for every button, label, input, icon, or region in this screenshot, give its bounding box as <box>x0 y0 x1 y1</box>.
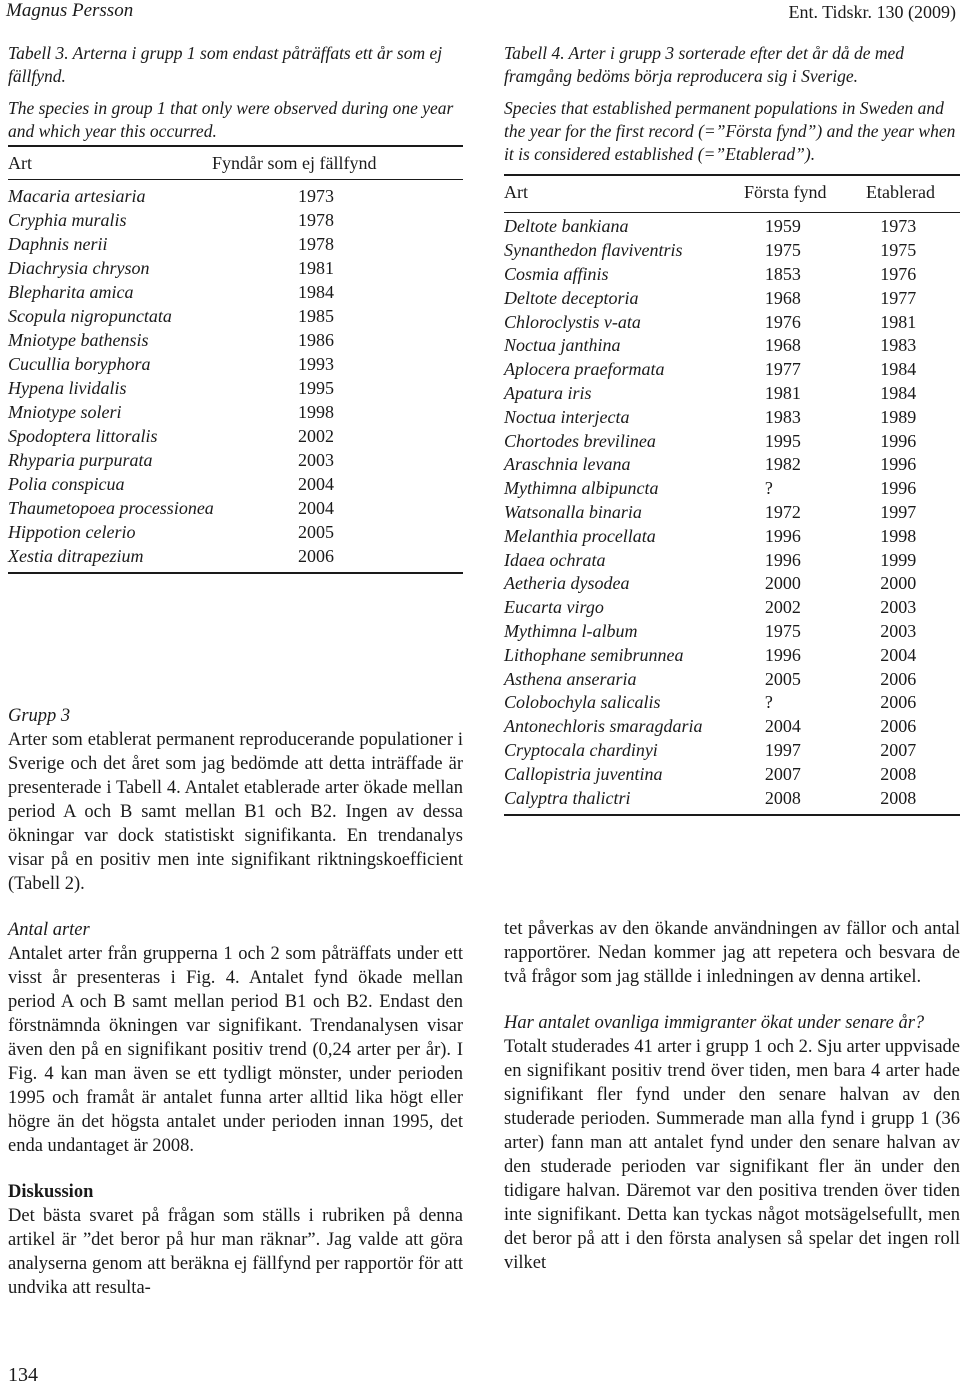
year-cell: 2002 <box>298 425 334 446</box>
question-heading: Har antalet ovanliga immigranter ökat under senare år? <box>504 1013 925 1033</box>
table-row <box>8 400 358 424</box>
species-cell: Watsonalla binaria <box>504 501 642 522</box>
first-record-cell: 1959 <box>764 216 801 237</box>
continuation-paragraph: tet påverkas av den ökande användningen av fällor och antal rapportörer. Nedan kommer jag att repetera och besvara de två frågor som jag ställde i inledningen av denna artikel. <box>504 919 960 987</box>
species-cell: Lithophane semibrunnea <box>504 644 684 665</box>
table3-header-rule <box>8 179 463 180</box>
first-record-cell: 1968 <box>764 287 801 308</box>
species-cell: Synanthedon flaviventris <box>504 240 683 261</box>
table3-caption-sv: Tabell 3. Arterna i grupp 1 som endast påträffats ett år som ej fällfynd. <box>8 43 443 86</box>
species-cell: Deltote bankiana <box>504 216 629 237</box>
first-record-cell: 2004 <box>764 716 801 737</box>
established-cell: 2000 <box>880 573 917 594</box>
species-cell: Mniotype bathensis <box>8 329 149 350</box>
first-record-cell: 1981 <box>764 382 801 403</box>
table-row <box>504 501 960 525</box>
year-cell: 1978 <box>298 233 334 254</box>
diskussion-heading: Diskussion <box>8 1182 94 1202</box>
table-row <box>504 239 960 263</box>
year-cell: 1995 <box>298 377 334 398</box>
running-header-author: Magnus Persson <box>6 0 134 21</box>
first-record-cell: 1972 <box>764 501 801 522</box>
first-record-cell: 1977 <box>764 359 801 380</box>
species-cell: Noctua janthina <box>504 335 621 356</box>
first-record-cell: 1982 <box>764 454 801 475</box>
first-record-cell: 2007 <box>764 763 801 784</box>
right-body <box>504 917 960 1275</box>
species-cell: Diachrysia chryson <box>8 257 150 278</box>
table4-caption-en: Species that established permanent populations in Sweden and the year for the first record (=”Första fynd”) and the year when it is considered established (=”Etablerad”). <box>504 98 956 164</box>
first-record-cell: 2002 <box>764 597 801 618</box>
first-record-cell: 1975 <box>764 620 801 641</box>
year-cell: 1998 <box>298 401 334 422</box>
species-cell: Antonechloris smaragdaria <box>504 716 703 737</box>
first-record-cell: 1975 <box>764 240 801 261</box>
running-header-journal: Ent. Tidskr. 130 (2009) <box>788 2 956 22</box>
table-row <box>8 280 358 304</box>
year-cell: 1981 <box>298 257 334 278</box>
established-cell: 1998 <box>880 525 917 546</box>
table-row <box>504 572 960 596</box>
table-row <box>504 762 960 786</box>
table-row <box>504 524 960 548</box>
established-cell: 2006 <box>880 716 917 737</box>
table4 <box>504 215 960 810</box>
species-cell: Scopula nigropunctata <box>8 305 172 326</box>
table-row <box>504 215 960 239</box>
species-cell: Cryphia muralis <box>8 209 127 230</box>
species-cell: Xestia ditrapezium <box>8 545 144 566</box>
table-row <box>504 739 960 763</box>
established-cell: 1975 <box>880 240 917 261</box>
table-row <box>504 691 960 715</box>
species-cell: Melanthia procellata <box>504 525 656 546</box>
species-cell: Idaea ochrata <box>504 549 606 570</box>
year-cell: 1986 <box>298 329 334 350</box>
table3-block <box>8 42 463 574</box>
grupp3-heading: Grupp 3 <box>8 706 71 726</box>
species-cell: Colobochyla salicalis <box>504 692 661 713</box>
first-record-cell: 1996 <box>764 549 801 570</box>
question-paragraph: Totalt studerades 41 arter i grupp 1 och 2. Sju arter uppvisade en signifikant positiv trend över tiden, men bara 4 arter hade signifikant fler fynd under den senare halvan av den studerade perioden. Summerade man alla fynd i grupp 1 (36 arter) fann man att antalet fynd under den senare halvan av den studerade perioden var signifikant fler än under den tidigare halvan. Däremot var den positiva trenden över tiden inte signifikant. Detta kan tyckas något motsägelsefullt, men det beror på att i den första analysen så spelar det ingen roll vilket <box>504 1037 960 1273</box>
first-record-cell: 1983 <box>764 406 801 427</box>
table4-col-first: Första fynd <box>744 182 827 202</box>
table-row <box>8 304 358 328</box>
table-row <box>504 643 960 667</box>
species-cell: Hypena lividalis <box>8 377 127 398</box>
table-row <box>8 352 358 376</box>
table-row <box>504 548 960 572</box>
established-cell: 1976 <box>880 263 917 284</box>
table-row <box>8 448 358 472</box>
diskussion-paragraph: Det bästa svaret på frågan som ställs i rubriken på denna artikel är ”det beror på hur man räknar”. Jag valde att göra analyserna genom att beräkna ej fällfynd per rapportör för att undvika att resulta- <box>8 1206 463 1298</box>
table-row <box>504 358 960 382</box>
established-cell: 2006 <box>880 692 917 713</box>
year-cell: 2004 <box>298 497 334 518</box>
species-cell: Apatura iris <box>504 382 592 403</box>
species-cell: Calyptra thalictri <box>504 787 631 808</box>
species-cell: Chloroclystis v-ata <box>504 311 641 332</box>
established-cell: 1977 <box>880 287 917 308</box>
established-cell: 2003 <box>880 620 917 641</box>
species-cell: Hippotion celerio <box>8 521 136 542</box>
established-cell: 2008 <box>880 787 917 808</box>
table4-header-rule <box>504 212 960 213</box>
established-cell: 1999 <box>880 549 917 570</box>
year-cell: 1978 <box>298 209 334 230</box>
table-row <box>8 184 358 208</box>
page-number: 134 <box>8 1364 38 1386</box>
table4-header <box>504 176 960 206</box>
table-row <box>504 596 960 620</box>
table3-header <box>8 147 463 177</box>
table3 <box>8 184 358 568</box>
species-cell: Eucarta virgo <box>504 597 604 618</box>
first-record-cell: 1968 <box>764 335 801 356</box>
established-cell: 1996 <box>880 454 917 475</box>
antal-arter-heading: Antal arter <box>8 920 90 940</box>
first-record-cell: 2000 <box>764 573 801 594</box>
antal-arter-paragraph: Antalet arter från grupperna 1 och 2 som påträffats under ett visst år presenteras i Fig. 4. Antalet fynd ökade mellan period A och B samt mellan period B1 och B2. Endast den förstnämnda ökningen var signifikant. Trendanalysen visar även den på en signifikant positiv trend (0,24 arter per år). I Fig. 4 kan man även se ett tydligt mönster, under perioden 1995 och framåt är antalet funna arter alltid lika högt eller högre än det högsta antalet under perioden innan 1995, det enda undantaget är 2008. <box>8 944 463 1156</box>
established-cell: 2008 <box>880 763 917 784</box>
first-record-cell: 1996 <box>764 644 801 665</box>
established-cell: 1984 <box>880 359 917 380</box>
year-cell: 2005 <box>298 521 334 542</box>
table-row <box>504 715 960 739</box>
species-cell: Polia conspicua <box>8 473 125 494</box>
table4-block <box>504 42 960 816</box>
table-row <box>504 667 960 691</box>
species-cell: Spodoptera littoralis <box>8 425 158 446</box>
table-row <box>8 424 358 448</box>
species-cell: Chortodes brevilinea <box>504 430 656 451</box>
established-cell: 1989 <box>880 406 917 427</box>
first-record-cell: ? <box>764 692 773 713</box>
established-cell: 2003 <box>880 597 917 618</box>
table-row <box>504 405 960 429</box>
established-cell: 1996 <box>880 478 917 499</box>
established-cell: 1996 <box>880 430 917 451</box>
table-row <box>504 334 960 358</box>
year-cell: 2003 <box>298 449 334 470</box>
established-cell: 1983 <box>880 335 917 356</box>
species-cell: Thaumetopoea processionea <box>8 497 214 518</box>
year-cell: 1993 <box>298 353 334 374</box>
left-body <box>8 704 463 1300</box>
year-cell: 2006 <box>298 545 334 566</box>
first-record-cell: ? <box>764 478 773 499</box>
year-cell: 1973 <box>298 185 334 206</box>
species-cell: Macaria artesiaria <box>8 185 146 206</box>
table-row <box>8 520 358 544</box>
species-cell: Deltote deceptoria <box>504 287 639 308</box>
table-row <box>504 477 960 501</box>
species-cell: Noctua interjecta <box>504 406 630 427</box>
species-cell: Mythimna l-album <box>504 620 638 641</box>
species-cell: Asthena anseraria <box>504 668 637 689</box>
species-cell: Rhyparia purpurata <box>8 449 153 470</box>
species-cell: Cosmia affinis <box>504 263 609 284</box>
table-row <box>8 544 358 568</box>
year-cell: 1984 <box>298 281 334 302</box>
first-record-cell: 1853 <box>764 263 801 284</box>
table-row <box>8 256 358 280</box>
table3-col-art: Art <box>8 153 32 173</box>
table-row <box>8 472 358 496</box>
established-cell: 2007 <box>880 739 917 760</box>
established-cell: 1984 <box>880 382 917 403</box>
table-row <box>504 786 960 810</box>
year-cell: 2004 <box>298 473 334 494</box>
established-cell: 1981 <box>880 311 917 332</box>
table-row <box>8 496 358 520</box>
first-record-cell: 1996 <box>764 525 801 546</box>
established-cell: 1997 <box>880 501 917 522</box>
species-cell: Mniotype soleri <box>8 401 122 422</box>
table-row <box>504 453 960 477</box>
species-cell: Mythimna albipuncta <box>504 478 659 499</box>
table-row <box>8 376 358 400</box>
species-cell: Aetheria dysodea <box>504 573 630 594</box>
table3-caption-en: The species in group 1 that only were observed during one year and which year this occurred. <box>8 98 454 141</box>
table4-col-established: Etablerad <box>866 182 935 202</box>
first-record-cell: 1997 <box>764 739 801 760</box>
species-cell: Cryptocala chardinyi <box>504 739 658 760</box>
established-cell: 2004 <box>880 644 917 665</box>
table-row <box>504 263 960 287</box>
table3-col-year: Fyndår som ej fällfynd <box>212 153 377 173</box>
first-record-cell: 1976 <box>764 311 801 332</box>
table-row <box>8 232 358 256</box>
year-cell: 1985 <box>298 305 334 326</box>
table3-bottom-rule <box>8 572 463 574</box>
species-cell: Blepharita amica <box>8 281 134 302</box>
species-cell: Callopistria juventina <box>504 763 663 784</box>
table-row <box>8 208 358 232</box>
table-row <box>8 328 358 352</box>
table-row <box>504 286 960 310</box>
table-row <box>504 429 960 453</box>
table4-caption-sv: Tabell 4. Arter i grupp 3 sorterade efter det år då de med framgång bedöms börja reproducera sig i Sverige. <box>504 43 905 86</box>
first-record-cell: 2008 <box>764 787 801 808</box>
species-cell: Aplocera praeformata <box>504 359 665 380</box>
grupp3-paragraph: Arter som etablerat permanent reproducerande populationer i Sverige och det året som jag bedömde att detta inträffade är presenterade i Tabell 4. Antalet etablerade arter ökade mellan period A och B samt mellan B1 och B2. Ingen av dessa ökningar var dock statistiskt signifikanta. En trendanalys visar på en positiv men inte signifikant riktningskoefficient (Tabell 2). <box>8 730 463 894</box>
species-cell: Cucullia boryphora <box>8 353 151 374</box>
table-row <box>504 382 960 406</box>
first-record-cell: 1995 <box>764 430 801 451</box>
table-row <box>504 620 960 644</box>
table4-bottom-rule <box>504 814 960 816</box>
species-cell: Daphnis nerii <box>8 233 108 254</box>
established-cell: 2006 <box>880 668 917 689</box>
species-cell: Araschnia levana <box>504 454 631 475</box>
established-cell: 1973 <box>880 216 917 237</box>
first-record-cell: 2005 <box>764 668 801 689</box>
table4-col-art: Art <box>504 182 528 202</box>
table-row <box>504 310 960 334</box>
